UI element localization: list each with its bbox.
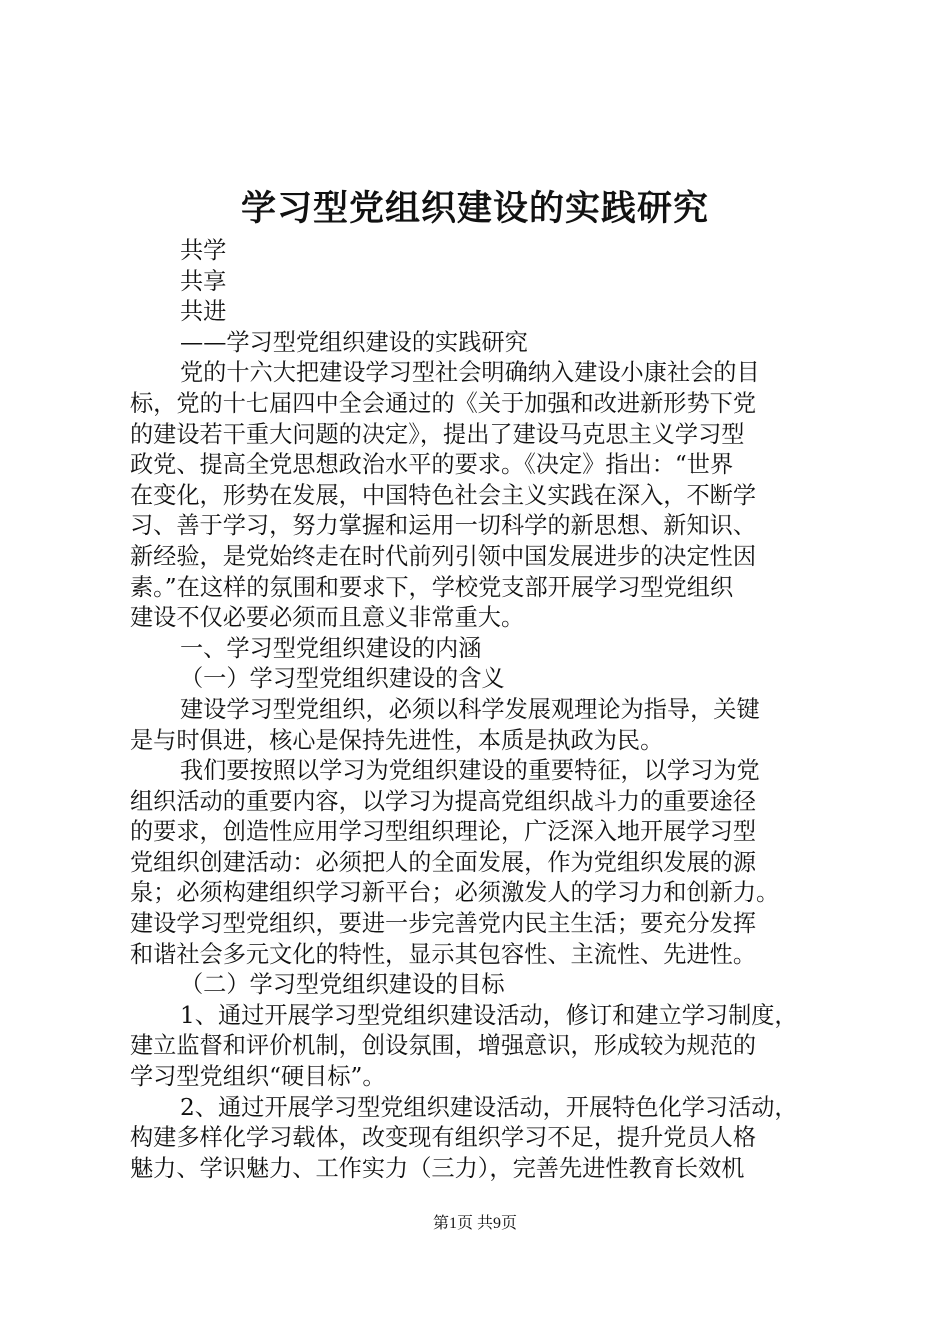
text-line: 共进 [180,298,227,326]
text-line: 素。”在这样的氛围和要求下，学校党支部开展学习型党组织 [130,573,734,601]
text-line: 建设不仅必要必须而且意义非常重大。 [130,604,525,632]
text-line: 的要求，创造性应用学习型组织理论，广泛深入地开展学习型 [130,818,757,846]
text-line: 构建多样化学习载体，改变现有组织学习不足，提升党员人格 [130,1124,757,1152]
document-title: 学习型党组织建设的实践研究 [240,189,709,229]
text-line: 组织活动的重要内容，以学习为提高党组织战斗力的重要途径 [130,787,757,815]
text-line: 标，党的十七届四中全会通过的《关于加强和改进新形势下党 [130,389,757,417]
page-footer: 第1页 共9页 [432,1215,517,1232]
text-line: 政党、提高全党思想政治水平的要求。《决定》指出：“世界 [130,451,734,479]
text-line: 党组织创建活动：必须把人的全面发展，作为党组织发展的源 [130,848,757,876]
text-line: 新经验，是党始终走在时代前列引领中国发展进步的决定性因 [130,542,757,570]
text-line: 建立监督和评价机制，创设氛围，增强意识，形成较为规范的 [130,1032,757,1060]
text-line: 魅力、学识魅力、工作实力（三力），完善先进性教育长效机 [130,1154,745,1182]
text-line: （二）学习型党组织建设的目标 [180,971,505,999]
text-line: 一、学习型党组织建设的内涵 [180,634,482,662]
text-line: 党的十六大把建设学习型社会明确纳入建设小康社会的目 [180,359,760,387]
text-line: 泉；必须构建组织学习新平台；必须激发人的学习力和创新力。 [130,879,780,907]
text-line: 习、善于学习，努力掌握和运用一切科学的新思想、新知识、 [130,512,757,540]
text-line: 我们要按照以学习为党组织建设的重要特征，以学习为党 [180,757,760,785]
text-line: 共学 [180,237,227,264]
text-line: 在变化，形势在发展，中国特色社会主义实践在深入，不断学 [130,481,757,509]
text-line: 是与时俱进，核心是保持先进性，本质是执政为民。 [130,726,664,754]
text-line: 建设学习型党组织，要进一步完善党内民主生活；要充分发挥 [130,910,757,938]
text-line: 的建设若干重大问题的决定》，提出了建设马克思主义学习型 [130,420,745,448]
document-body [130,236,830,1184]
text-line: 学习型党组织“硬目标”。 [130,1063,386,1091]
text-line: 和谐社会多元文化的特性，显示其包容性、主流性、先进性。 [130,940,757,968]
text-line: 共享 [180,267,227,295]
text-line: 建设学习型党组织，必须以科学发展观理论为指导，关键 [180,695,760,723]
text-line: 2、通过开展学习型党组织建设活动，开展特色化学习活动， [180,1093,798,1121]
text-line: 1、通过开展学习型党组织建设活动，修订和建立学习制度， [180,1001,798,1029]
text-line: ——学习型党组织建设的实践研究 [180,328,528,356]
text-line: （一）学习型党组织建设的含义 [180,665,505,693]
